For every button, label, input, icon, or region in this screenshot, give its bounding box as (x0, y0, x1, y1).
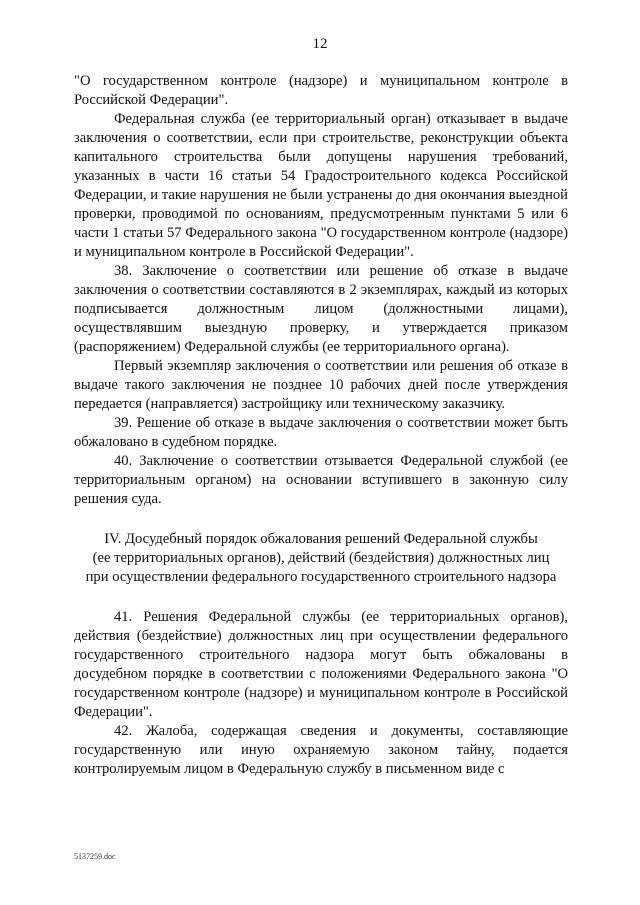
paragraphs-before (74, 72, 568, 509)
document-body (74, 72, 568, 779)
paragraph: 41. Решения Федеральной службы (ее территориальных органов), действия (бездействие) должностных лиц при осуществлении федерального государственного строительного надзора могут быть обжалованы в досудебном порядке в соответствии с положениями Федерального закона "О государственном контроле (надзоре) и муниципальном контроле в Российской Федерации". (74, 609, 568, 720)
section-heading-line: IV. Досудебный порядок обжалования решений Федеральной службы (104, 531, 538, 547)
paragraph: Федеральная служба (ее территориальный орган) отказывает в выдаче заключения о соответствии, если при строительстве, реконструкции объекта капитального строительства были допущены нарушения требований, указанных в части 16 статьи 54 Градостроительного кодекса Российской Федерации, и такие нарушения не были устранены до дня окончания выездной проверки, проводимой по основаниям, предусмотренным пунктами 5 или 6 части 1 статьи 57 Федерального закона "О государственном контроле (надзоре) и муниципальном контроле в Российской Федерации". (74, 111, 568, 260)
paragraph: 42. Жалоба, содержащая сведения и документы, составляющие государственную или иную охраняемую законом тайну, подается контролируемым лицом в Федеральную службу в письменном виде с (74, 723, 568, 777)
section-heading-line: (ее территориальных органов), действий (бездействия) должностных лиц (92, 550, 550, 566)
paragraph: 40. Заключение о соответствии отзывается Федеральной службой (ее территориальным органом) на основании вступившего в законную силу решения суда. (74, 453, 568, 507)
document-file-reference: 5137259.doc (74, 852, 116, 861)
page-number: 12 (312, 36, 328, 52)
section-heading-line: при осуществлении федерального государственного строительного надзора (85, 569, 557, 585)
paragraph: "О государственном контроле (надзоре) и муниципальном контроле в Российской Федерации". (74, 73, 568, 108)
paragraph: Первый экземпляр заключения о соответствии или решения об отказе в выдаче такого заключения не позднее 10 рабочих дней после утверждения передается (направляется) застройщику или техническому заказчику. (74, 358, 568, 412)
paragraph: 39. Решение об отказе в выдаче заключения о соответствии может быть обжаловано в судебном порядке. (74, 415, 568, 450)
section-heading (74, 530, 568, 587)
paragraph: 38. Заключение о соответствии или решение об отказе в выдаче заключения о соответствии составляются в 2 экземплярах, каждый из которых подписывается должностным лицом (должностными лицами), осуществлявшим выездную проверку, и утверждается приказом (распоряжением) Федеральной службы (ее территориального органа). (74, 263, 568, 355)
paragraphs-after (74, 608, 568, 779)
